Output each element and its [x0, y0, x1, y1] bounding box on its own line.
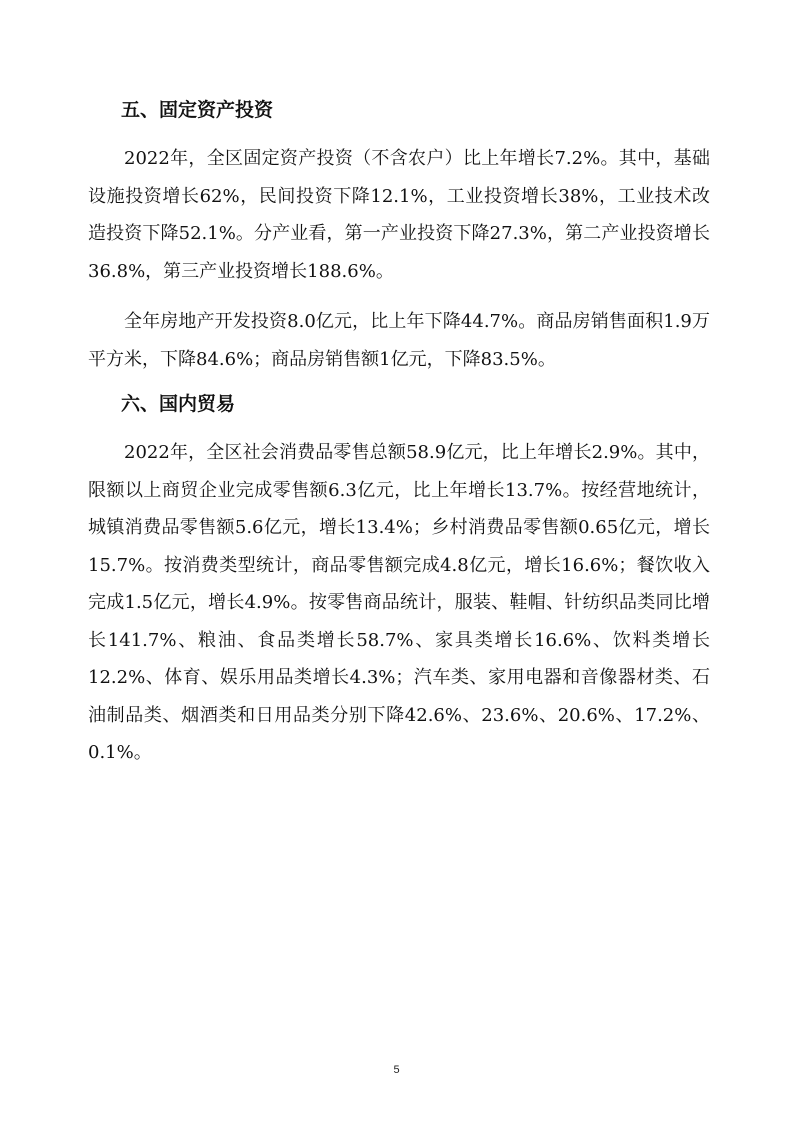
section-heading-fixed-asset-investment: 五、固定资产投资 [121, 99, 274, 121]
paragraph-real-estate: 全年房地产开发投资8.0亿元，比上年下降44.7%。商品房销售面积1.9万平方米，下降84.6%；商品房销售额1亿元，下降83.5%。 [88, 311, 710, 370]
page-number: 5 [393, 1064, 400, 1076]
paragraph-fixed-asset-investment: 2022年，全区固定资产投资（不含农户）比上年增长7.2%。其中，基础设施投资增长62%，民间投资下降12.1%，工业投资增长38%，工业技术改造投资下降52.1%。分产业看，第一产业投资下降27.3%，第二产业投资增长36.8%，第三产业投资增长188.6%。 [88, 148, 710, 282]
paragraph-retail-sales: 2022年，全区社会消费品零售总额58.9亿元，比上年增长2.9%。其中，限额以上商贸企业完成零售额6.3亿元，比上年增长13.7%。按经营地统计，城镇消费品零售额5.6亿元，增长13.4%；乡村消费品零售额0.65亿元，增长15.7%。按消费类型统计，商品零售额完成4.8亿元，增长16.6%；餐饮收入完成1.5亿元，增长4.9%。按零售商品统计，服装、鞋帽、针纺织品类同比增长141.7%、粮油、食品类增长58.7%、家具类增长16.6%、饮料类增长12.2%、体育、娱乐用品类增长4.3%；汽车类、家用电器和音像器材类、石油制品类、烟酒类和日用品类分别下降42.6%、23.6%、20.6%、17.2%、0.1%。 [88, 442, 710, 763]
section-heading-domestic-trade: 六、国内贸易 [121, 393, 236, 415]
